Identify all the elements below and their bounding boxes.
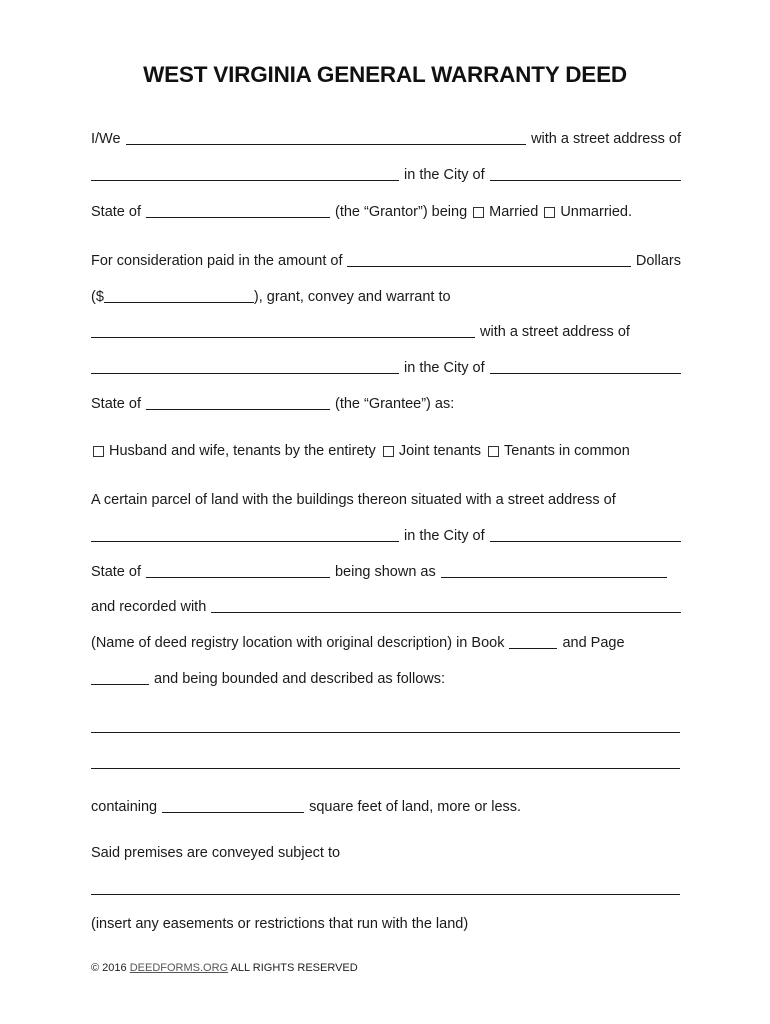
grantor-state-line	[91, 201, 681, 221]
grantor-street-field[interactable]	[91, 179, 399, 181]
parcel-intro-text: A certain parcel of land with the buildings thereon situated with a street address of	[91, 492, 616, 508]
easements-line[interactable]	[91, 894, 680, 895]
description-line-2[interactable]	[91, 768, 680, 769]
and-page-label: and Page	[562, 635, 625, 651]
dollar-amount-line	[91, 286, 681, 306]
consideration-label: For consideration paid in the amount of	[91, 253, 343, 269]
grantee-in-city-label: in the City of	[404, 360, 485, 376]
joint-tenants-checkbox[interactable]	[383, 446, 394, 457]
married-label: Married	[489, 204, 539, 220]
grantee-street-field[interactable]	[91, 372, 399, 374]
grantor-being-label: (the “Grantor”) being	[334, 204, 468, 220]
consideration-amount-field[interactable]	[347, 265, 630, 267]
grantee-street-label: with a street address of	[480, 324, 630, 340]
being-shown-as-field[interactable]	[441, 576, 667, 578]
iwe-label: I/We	[91, 131, 121, 147]
husband-wife-checkbox[interactable]	[93, 446, 104, 457]
street-address-label: with a street address of	[531, 131, 681, 147]
parcel-state-field[interactable]	[146, 576, 330, 578]
easements-note-line	[91, 913, 681, 933]
dollar-amount-field[interactable]	[104, 301, 254, 303]
parcel-address-line	[91, 525, 681, 545]
document-title: WEST VIRGINIA GENERAL WARRANTY DEED	[143, 62, 627, 87]
consideration-line	[91, 250, 681, 270]
husband-wife-label: Husband and wife, tenants by the entirety	[109, 443, 376, 459]
parcel-state-of-label: State of	[91, 564, 141, 580]
joint-tenants-label: Joint tenants	[398, 443, 482, 459]
parcel-state-line	[91, 561, 681, 581]
grantor-name-line	[91, 128, 681, 148]
square-feet-label: square feet of land, more or less.	[309, 799, 522, 815]
grantee-city-field[interactable]	[490, 372, 681, 374]
rights-reserved-text: ALL RIGHTS RESERVED	[230, 962, 358, 974]
tenancy-line	[91, 440, 681, 460]
grantee-address-line	[91, 357, 681, 377]
state-of-label: State of	[91, 204, 141, 220]
containing-label: containing	[91, 799, 158, 815]
bounded-line	[91, 668, 681, 688]
grantee-as-label: (the “Grantee”) as:	[334, 396, 455, 412]
registry-label: (Name of deed registry location with original description) in Book	[91, 635, 505, 651]
bounded-label: and being bounded and described as follows:	[154, 671, 446, 687]
unmarried-checkbox[interactable]	[544, 207, 555, 218]
grantor-city-field[interactable]	[490, 179, 681, 181]
recorded-with-line	[91, 596, 681, 616]
dollars-label: Dollars	[635, 253, 681, 269]
recorded-with-label: and recorded with	[91, 599, 207, 615]
tenants-common-checkbox[interactable]	[488, 446, 499, 457]
married-checkbox[interactable]	[473, 207, 484, 218]
deedforms-link[interactable]: DEEDFORMS.ORG	[129, 962, 229, 974]
containing-line	[91, 796, 681, 816]
grantee-name-line	[91, 321, 681, 341]
grantor-name-field[interactable]	[126, 143, 527, 145]
square-feet-field[interactable]	[162, 811, 304, 813]
parcel-intro-line	[91, 489, 681, 509]
copyright-text: © 2016	[91, 962, 127, 974]
description-line-1[interactable]	[91, 732, 680, 733]
grantor-state-field[interactable]	[146, 216, 330, 218]
paren-dollar-label: ($	[91, 289, 104, 305]
unmarried-label: Unmarried.	[560, 204, 633, 220]
grantee-state-field[interactable]	[146, 408, 330, 410]
in-city-label: in the City of	[404, 167, 485, 183]
subject-to-label: Said premises are conveyed subject to	[91, 845, 341, 861]
easements-note: (insert any easements or restrictions that run with the land)	[91, 916, 469, 932]
tenants-common-label: Tenants in common	[504, 443, 630, 459]
registry-line	[91, 632, 681, 652]
grantee-state-line	[91, 393, 681, 413]
footer	[91, 962, 358, 974]
being-shown-as-label: being shown as	[334, 564, 436, 580]
book-field[interactable]	[509, 647, 557, 649]
parcel-city-field[interactable]	[490, 540, 681, 542]
grantee-state-of-label: State of	[91, 396, 141, 412]
parcel-street-field[interactable]	[91, 540, 399, 542]
page-field[interactable]	[91, 683, 149, 685]
grantor-address-line	[91, 164, 681, 184]
parcel-in-city-label: in the City of	[404, 528, 485, 544]
grant-convey-label: ), grant, convey and warrant to	[253, 289, 451, 305]
subject-to-line	[91, 842, 681, 862]
recorded-with-field[interactable]	[211, 611, 681, 613]
grantee-name-field[interactable]	[91, 336, 475, 338]
